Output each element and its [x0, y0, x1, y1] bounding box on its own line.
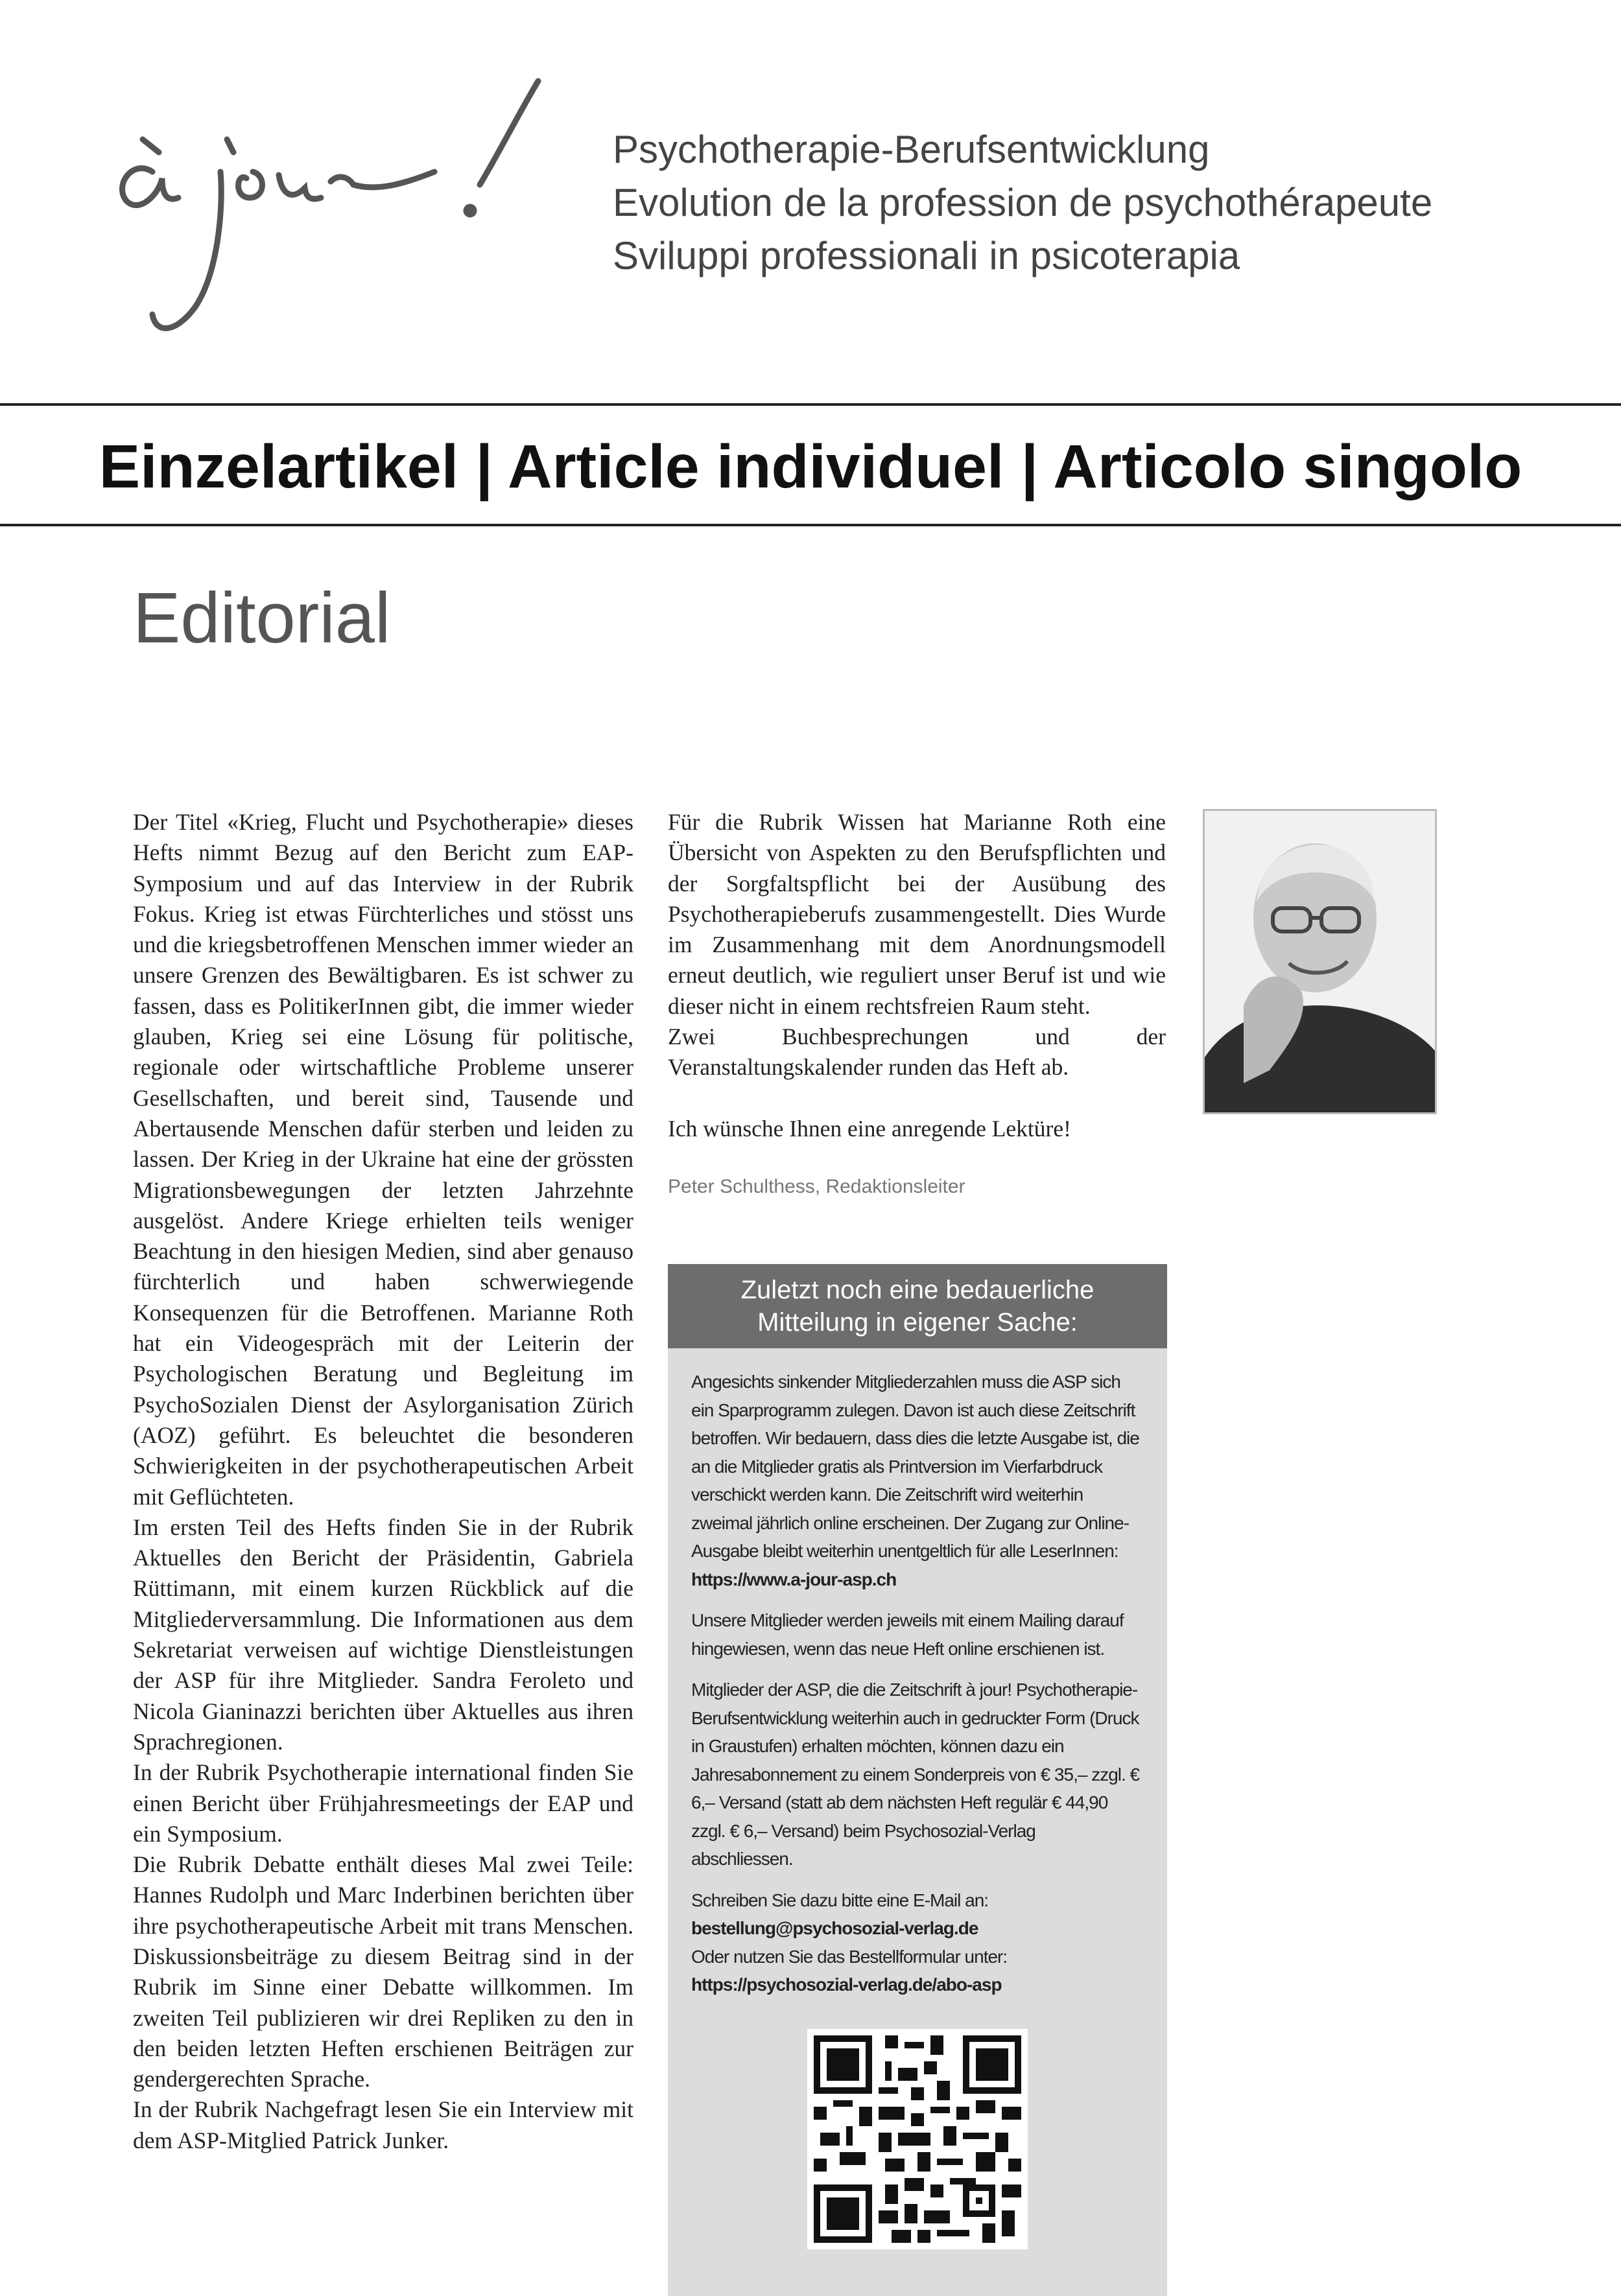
signature: Peter Schulthess, Redaktionsleiter: [668, 1175, 965, 1197]
website-link[interactable]: https://www.a-jour-asp.ch: [691, 1569, 897, 1589]
top-rule: [0, 403, 1621, 406]
tagline-it: Sviluppi professionali in psicoterapia: [613, 234, 1240, 277]
paragraph: Die Rubrik Debatte enthält dieses Mal zwei Teile: Hannes Rudolph und Marc Inderbinen berichten über ihre psychotherapeutische Arbeit mit trans Menschen. Diskussionsbeiträge zu diesem Beitrag sind in der Rubrik im Sinne einer Debatte willkommen. Im zweiten Teil publizieren wir drei Repliken zu den in den beiden letzten Heften erschienen Beiträgen zur gendergerechten Sprache.: [133, 1851, 633, 2092]
qr-code[interactable]: [807, 2029, 1028, 2249]
a-jour-logo: [97, 62, 564, 373]
paragraph: Der Titel «Krieg, Flucht und Psychotherapie» dieses Hefts nimmt Bezug auf den Bericht zum EAP-Symposium und auf das Interview in der Rubrik Fokus. Krieg ist etwas Fürchterliches und stösst uns und die kriegsbetroffenen Menschen immer wieder an unsere Grenzen des Bewältigbaren. Es ist schwer zu fassen, dass es PolitikerInnen gibt, die immer wieder glauben, Krieg sei eine Lösung für politische, regionale oder wirtschaftliche Probleme unserer Gesellschaften, und bereit sind, Tausende und Abertausende Menschen dafür sterben und leiden zu lassen. Der Krieg in der Ukraine hat eine der grössten Migrationsbewegungen der letzten Jahrzehnte ausgelöst. Andere Kriege erhielten teils weniger Beachtung in den hiesigen Medien, sind aber genauso fürchterlich und haben schwerwiegende Konsequenzen für die Betroffenen. Marianne Roth hat ein Videogespräch mit der Leiterin der Psychologischen Beratung und Begleitung im PsychoSozialen Dienst der Asylorganisation Zürich (AOZ) geführt. Es beleuchtet die besonderen Schwierigkeiten in der psychotherapeutischen Arbeit mit Geflüchteten.: [133, 809, 633, 1510]
portrait-illustration: [1205, 811, 1435, 1112]
editorial-column-2: [668, 807, 1166, 1202]
paragraph: Ich wünsche Ihnen eine anregende Lektüre!: [668, 1115, 1071, 1142]
paragraph: Zwei Buchbesprechungen und der Veranstaltungskalender runden das Heft ab.: [668, 1024, 1166, 1081]
section-title: Editorial: [133, 578, 391, 658]
notice-paragraph: Schreiben Sie dazu bitte eine E-Mail an:: [691, 1890, 989, 1910]
author-portrait: [1203, 809, 1437, 1114]
notice-title-line-2: Mitteilung in eigener Sache:: [757, 1308, 1078, 1337]
order-email-link[interactable]: bestellung@psychosozial-verlag.de: [691, 1918, 978, 1938]
banner-title: Einzelartikel | Article individuel | Articolo singolo: [99, 432, 1522, 501]
paragraph: Im ersten Teil des Hefts finden Sie in der Rubrik Aktuelles den Bericht der Präsidentin, Gabriela Rüttimann, mit einem kurzen Rückblick auf die Mitgliederversammlung. Die Informationen aus dem Sekretariat verweisen auf wichtige Dienstleistungen der ASP für ihre Mitglieder. Sandra Feroleto und Nicola Gianinazzi berichten über Aktuelles aus ihren Sprachregionen.: [133, 1514, 633, 1755]
notice-paragraph: Oder nutzen Sie das Bestellformular unter:: [691, 1946, 1008, 1967]
paragraph: In der Rubrik Psychotherapie international finden Sie einen Bericht über Frühjahresmeetings der EAP und ein Symposium.: [133, 1759, 633, 1847]
paragraph: Für die Rubrik Wissen hat Marianne Roth eine Übersicht von Aspekten zu den Berufspflichten und der Sorgfaltspflicht bei der Ausübung des Psychotherapieberufs zusammengestellt. Dies Wurde im Zusammenhang mit dem Anordnungsmodell erneut deutlich, wie reguliert unser Beruf ist und wie dieser nicht in einem rechtsfreien Raum steht.: [668, 809, 1166, 1019]
tagline-fr: Evolution de la profession de psychothérapeute: [613, 181, 1433, 224]
notice-paragraph: Unsere Mitglieder werden jeweils mit einem Mailing darauf hingewiesen, wenn das neue Heft online erschienen ist.: [691, 1610, 1124, 1659]
tagline: [613, 123, 1572, 283]
notice-header: [668, 1264, 1167, 1348]
paragraph: In der Rubrik Nachgefragt lesen Sie ein Interview mit dem ASP-Mitglied Patrick Junker.: [133, 2096, 633, 2153]
order-form-link[interactable]: https://psychosozial-verlag.de/abo-asp: [691, 1974, 1002, 1995]
notice-paragraph: Angesichts sinkender Mitgliederzahlen muss die ASP sich ein Sparprogramm zulegen. Davon ist auch diese Zeitschrift betroffen. Wir bedauern, dass dies die letzte Ausgabe ist, die an die Mitglieder gratis als Printversion im Vierfarbdruck verschickt werden kann. Die Zeitschrift wird weiterhin zweimal jährlich online erscheinen. Der Zugang zur Online-Ausgabe bleibt weiterhin unentgeltlich für alle LeserInnen:: [691, 1372, 1139, 1561]
tagline-de: Psychotherapie-Berufsentwicklung: [613, 128, 1210, 171]
notice-paragraph: Mitglieder der ASP, die die Zeitschrift à jour! Psychotherapie-Berufsentwicklung weiterhin auch in gedruckter Form (Druck in Graustufen) erhalten möchten, können dazu ein Jahresabonnement zu einem Sonderpreis von € 35,– zzgl. € 6,– Versand (statt ab dem nächsten Heft regulär € 44,90 zzgl. € 6,– Versand) beim Psychosozial-Verlag abschliessen.: [691, 1680, 1140, 1869]
notice-title-line-1: Zuletzt noch eine bedauerliche: [740, 1276, 1094, 1304]
editorial-column-1: [133, 807, 633, 2156]
bottom-rule: [0, 524, 1621, 526]
